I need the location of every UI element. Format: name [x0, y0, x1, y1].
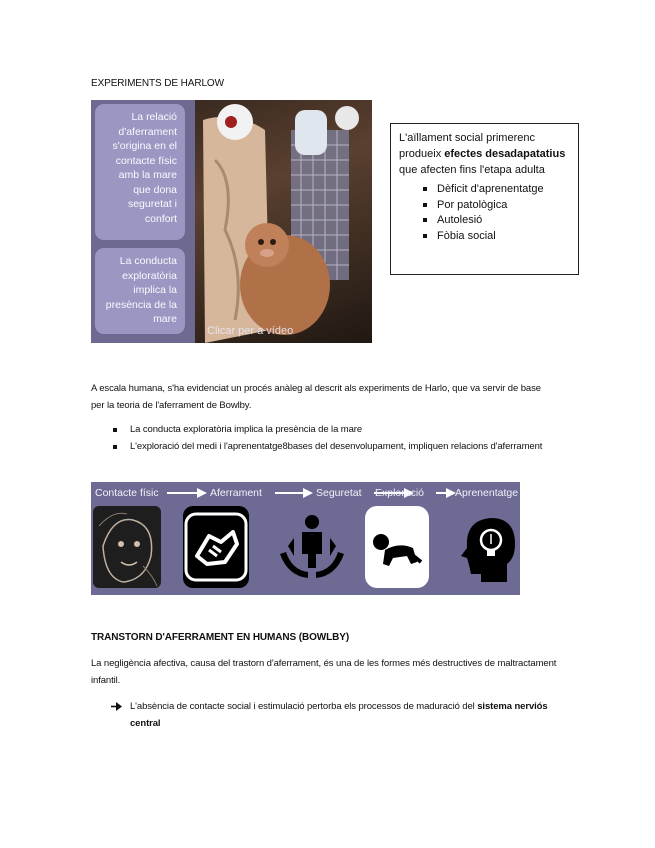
effects-intro-text: L'aïllament social primerenc produeix	[399, 132, 535, 160]
effects-intro	[399, 130, 570, 178]
section-heading-bowlby: TRANSTORN D'AFERRAMENT EN HUMANS (BOWLBY)	[91, 632, 350, 643]
step-label: Seguretat	[316, 487, 362, 499]
section-heading-harlow: EXPERIMENTS DE HARLOW	[91, 78, 224, 89]
head-lightbulb-icon	[455, 506, 520, 588]
effects-list-item: Autolesió	[437, 213, 570, 229]
arrow-right-icon	[167, 488, 207, 498]
effects-list-item: Por patològica	[437, 198, 570, 214]
handshake-icon	[183, 506, 249, 588]
arrow-statement-text-plain: L'absència de contacte social i estimulació pertorba els processos de maduració del	[130, 701, 478, 712]
effects-list	[399, 182, 570, 244]
paragraph-bowlby: A escala humana, s'ha evidenciat un procés anàleg al descrit als experiments de Harlo, que va servir de base per la teoria de l'aferrament de Bowlby.	[91, 383, 541, 411]
effects-list-item: Dèficit d'aprenentatge	[437, 182, 570, 198]
effects-intro-text-end: que afecten fins l'etapa adulta	[399, 164, 545, 176]
bullet-list-1	[130, 421, 550, 455]
step-label-exploracio: Exploració	[375, 487, 425, 499]
process-banner	[91, 482, 520, 595]
video-watermark[interactable]: Clicar per a vídeo	[207, 325, 294, 337]
step-label: Contacte físic	[95, 487, 159, 499]
bullet-item: L'exploració del medi i l'aprenentatge8bases del desenvolupament, impliquen relacions d'aferrament	[130, 438, 550, 455]
caption-card-exploration: La conducta exploratòria implica la presència de la mare	[95, 248, 185, 334]
effects-box	[390, 123, 579, 275]
effects-intro-bold: efectes desadapatatius	[444, 148, 566, 160]
harlow-video-image[interactable]	[91, 100, 372, 343]
step-label: Aprenentatge	[455, 487, 519, 499]
step-label: Aferrament	[210, 487, 262, 499]
face-photo	[93, 506, 161, 588]
arrow-right-icon	[436, 488, 456, 498]
caption-card-attachment: La relació d'aferrament s'origina en el contacte físic amb la mare que dona seguretat i confort	[95, 104, 185, 240]
monkey-photo	[195, 100, 372, 343]
bullet-item: La conducta exploratòria implica la presència de la mare	[130, 421, 550, 438]
arrow-statement-text	[130, 698, 551, 732]
paragraph-negligence: La negligència afectiva, causa del trastorn d'aferrament, és una de les formes més destructives de maltractament infantil.	[91, 658, 557, 686]
crawling-baby-icon	[365, 506, 429, 588]
arrow-statement-text-bold: sistema nerviós central	[130, 701, 548, 729]
arrow-statement	[111, 698, 551, 732]
arrow-right-icon	[275, 488, 313, 498]
arrow-bullet-icon	[111, 702, 122, 711]
hands-person-icon	[278, 506, 346, 588]
effects-list-item: Fòbia social	[437, 229, 570, 245]
